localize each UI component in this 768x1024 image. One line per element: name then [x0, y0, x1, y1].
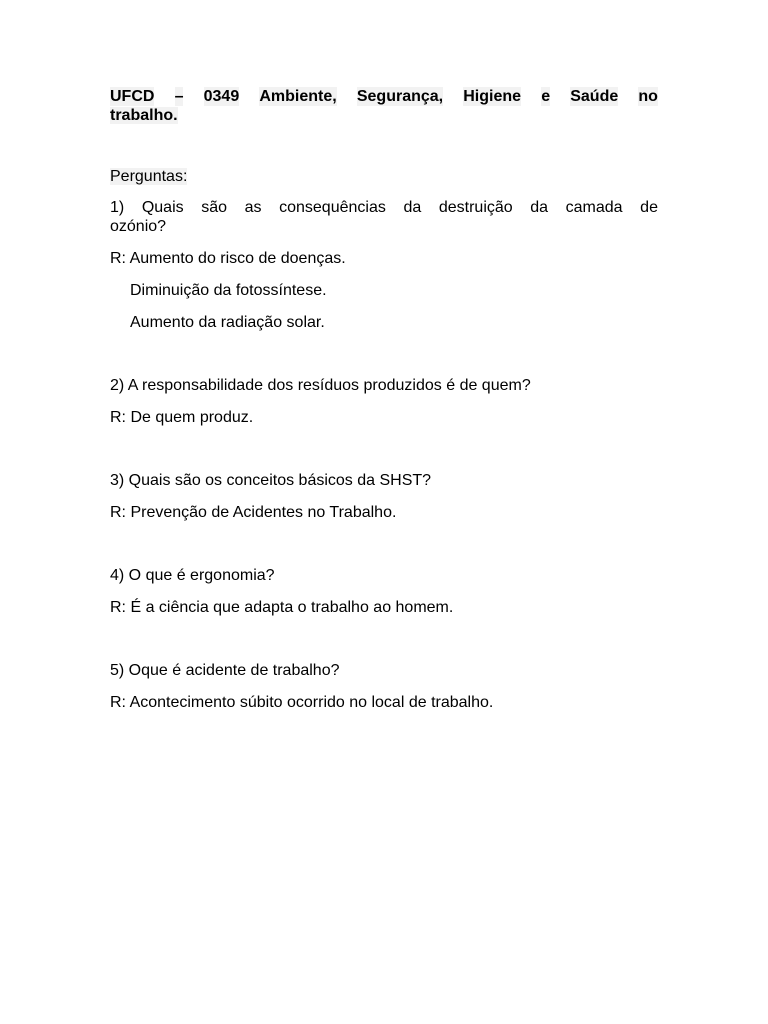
document-title-line-1 [110, 87, 658, 106]
questions-heading [110, 167, 187, 186]
questions-heading-text: Perguntas: [110, 168, 188, 185]
title-word: e [541, 88, 551, 105]
question-1-line-1 [110, 198, 658, 217]
question-word: da [403, 199, 422, 216]
title-word: no [638, 88, 658, 105]
question-4: 4) O que é ergonomia? [110, 567, 275, 584]
title-word: Saúde [570, 88, 619, 105]
question-word: Quais [141, 199, 184, 216]
answer-5: R: Acontecimento súbito ocorrido no local de trabalho. [110, 694, 494, 711]
answer-1: R: Aumento do risco de doenças. [110, 250, 346, 267]
question-word: destruição [438, 199, 513, 216]
question-word: são [201, 199, 228, 216]
title-word: – [174, 88, 184, 105]
question-word: as [244, 199, 262, 216]
title-word: trabalho. [110, 107, 178, 124]
answer-1-item-3: Aumento da radiação solar. [130, 314, 325, 331]
question-word: 1) [110, 199, 125, 216]
answer-4: R: É a ciência que adapta o trabalho ao homem. [110, 599, 454, 616]
question-1-line-2: ozónio? [110, 218, 167, 235]
answer-1-item-2: Diminuição da fotossíntese. [130, 282, 327, 299]
question-word: da [530, 199, 549, 216]
document-title-line-2 [110, 106, 178, 125]
answer-3: R: Prevenção de Acidentes no Trabalho. [110, 504, 397, 521]
title-word: 0349 [203, 88, 240, 105]
title-word: Segurança, [356, 88, 444, 105]
answer-2: R: De quem produz. [110, 409, 254, 426]
question-2: 2) A responsabilidade dos resíduos produzidos é de quem? [110, 377, 531, 394]
title-word: UFCD [110, 88, 155, 105]
question-5: 5) Oque é acidente de trabalho? [110, 662, 340, 679]
question-word: consequências [279, 199, 386, 216]
title-word: Higiene [463, 88, 522, 105]
question-word: de [640, 199, 658, 216]
question-word: camada [565, 199, 623, 216]
title-word: Ambiente, [259, 88, 337, 105]
question-3: 3) Quais são os conceitos básicos da SHST? [110, 472, 432, 489]
